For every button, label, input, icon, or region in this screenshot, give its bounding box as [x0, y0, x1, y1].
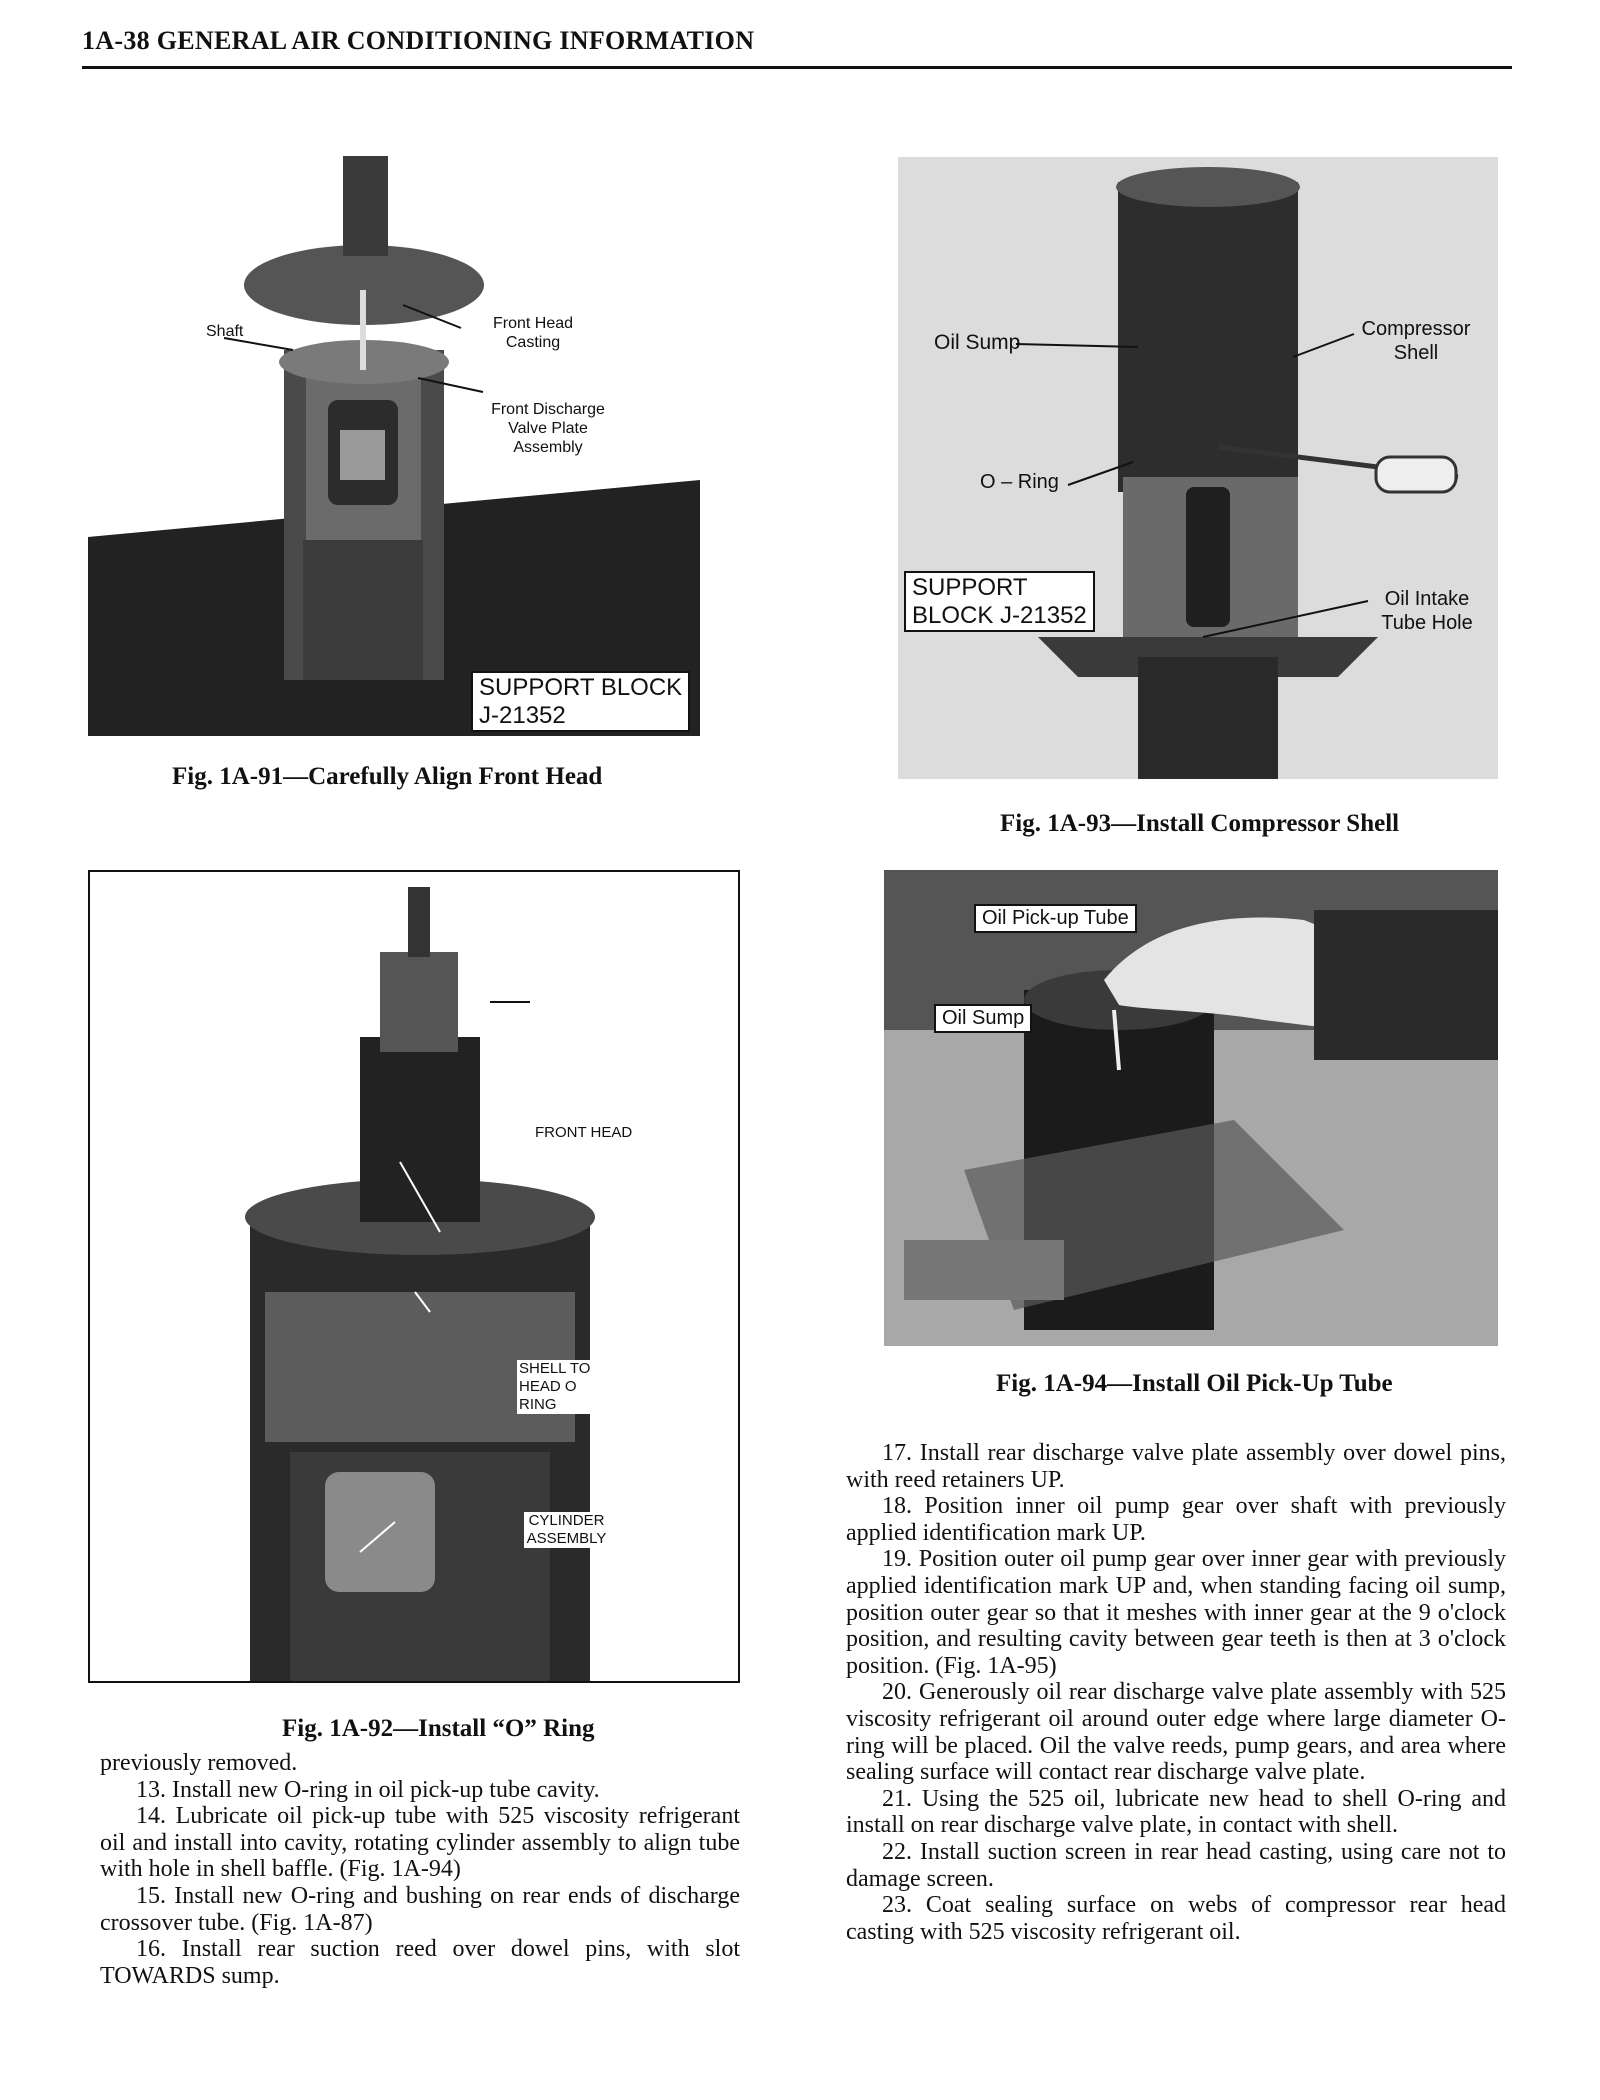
label-o-ring-93: O – Ring	[980, 471, 1059, 493]
caption-fig-1a-92: Fig. 1A-92—Install “O” Ring	[282, 1715, 595, 1742]
paragraph-step-14: 14. Lubricate oil pick-up tube with 525 viscosity refrigerant oil and install into cavity, rotating cylinder assembly to align tube with hole in shell baffle. (Fig. 1A-94)	[100, 1803, 740, 1883]
label-oil-sump-93: Oil Sump	[934, 331, 1021, 354]
label-support-block-93	[904, 571, 1095, 632]
caption-fig-1a-91: Fig. 1A-91—Carefully Align Front Head	[172, 763, 603, 790]
caption-fig-1a-93: Fig. 1A-93—Install Compressor Shell	[1000, 810, 1400, 837]
paragraph-step-21: 21. Using the 525 oil, lubricate new head to shell O-ring and install on rear discharge valve plate, in contact with shell.	[846, 1785, 1506, 1839]
support-block-93-line2: BLOCK J-21352	[912, 601, 1087, 629]
caption-fig-1a-94: Fig. 1A-94—Install Oil Pick-Up Tube	[996, 1370, 1393, 1397]
left-text-column	[100, 1750, 740, 1989]
paragraph-step-22: 22. Install suction screen in rear head casting, using care not to damage screen.	[846, 1838, 1506, 1892]
paragraph-step-19: 19. Position outer oil pump gear over inner gear with previously applied identification mark UP and, when standing facing oil sump, position outer gear so that it meshes with inner gear at the 9 o'clock position, and resulting cavity between gear teeth is then at 3 o'clock position. (Fig. 1A-95)	[846, 1546, 1506, 1679]
header-rule	[82, 66, 1512, 69]
label-front-head-casting: Front Head Casting	[492, 315, 574, 352]
label-front-discharge-valve: Front Discharge Valve Plate Assembly	[491, 401, 605, 457]
compressor-oring-illustration	[90, 872, 740, 1683]
paragraph-step-18: 18. Position inner oil pump gear over shaft with previously applied identification mark UP.	[846, 1493, 1506, 1546]
figure-1a-94-photo	[884, 870, 1498, 1346]
label-oil-sump-94: Oil Sump	[934, 1004, 1032, 1033]
figure-1a-92-photo	[88, 870, 740, 1683]
label-cylinder-assembly: CYLINDER ASSEMBLY	[524, 1512, 609, 1548]
compressor-shell-illustration	[898, 157, 1498, 779]
support-block-91-line1: SUPPORT BLOCK	[479, 674, 683, 701]
paragraph: previously removed.	[100, 1750, 298, 1776]
label-support-block-91	[471, 671, 690, 732]
label-compressor-shell: Compressor Shell	[1361, 318, 1471, 364]
paragraph-step-16: 16. Install rear suction reed over dowel pins, with slot TOWARDS sump.	[100, 1936, 740, 1989]
paragraph-step-13: 13. Install new O-ring in oil pick-up tube cavity.	[136, 1776, 600, 1803]
paragraph-step-17: 17. Install rear discharge valve plate assembly over dowel pins, with reed retainers UP.	[846, 1440, 1506, 1493]
figure-1a-93-photo	[898, 157, 1498, 779]
oil-pickup-tube-illustration	[884, 870, 1498, 1346]
label-front-head: FRONT HEAD	[535, 1124, 633, 1141]
figure-1a-91-photo	[88, 140, 700, 736]
paragraph-step-20: 20. Generously oil rear discharge valve plate assembly with 525 viscosity refrigerant oil around outer edge where large diameter O-ring will be placed. Oil the valve reeds, pump gears, and area where sealing surface will contact rear discharge valve plate.	[846, 1679, 1506, 1786]
support-block-93-line1: SUPPORT	[912, 574, 1028, 601]
right-text-column	[846, 1440, 1506, 1945]
label-shaft: Shaft	[206, 323, 244, 340]
paragraph-step-15: 15. Install new O-ring and bushing on rear ends of discharge crossover tube. (Fig. 1A-87)	[100, 1882, 740, 1936]
label-oil-pickup-tube: Oil Pick-up Tube	[974, 904, 1137, 933]
support-block-91-line2: J-21352	[479, 701, 566, 729]
page-header: 1A-38 GENERAL AIR CONDITIONING INFORMATION	[82, 26, 755, 55]
label-oil-intake-tube-hole: Oil Intake Tube Hole	[1381, 588, 1473, 634]
label-shell-to-head-oring: SHELL TO HEAD O RING	[517, 1360, 611, 1414]
paragraph-step-23: 23. Coat sealing surface on webs of compressor rear head casting with 525 viscosity refrigerant oil.	[846, 1892, 1506, 1945]
